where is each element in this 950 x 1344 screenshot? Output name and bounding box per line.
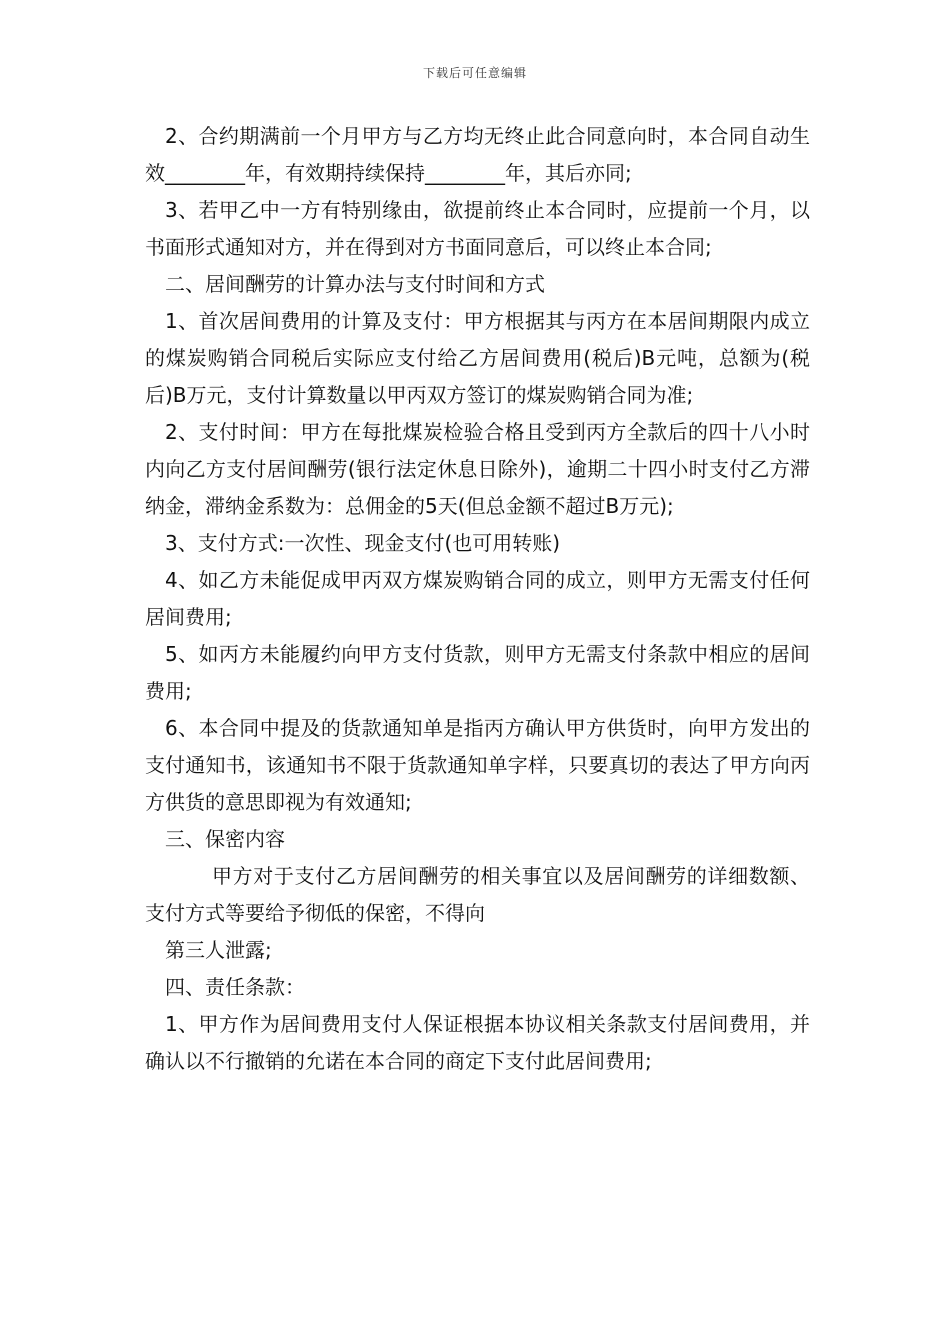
paragraph-no-payment: 5、如丙方未能履约向甲方支付货款，则甲方无需支付条款中相应的居间费用; [145,642,810,703]
paragraph-payment-time: 2、支付时间：甲方在每批煤炭检验合格且受到丙方全款后的四十八小时内向乙方支付居间酬劳(银行法定休息日除外)，逾期二十四小时支付乙方滞纳金，滞纳金系数为：总佣金的5天(但总金额不超过B万元); [145,420,810,518]
section-heading-confidentiality: 三、保密内容 [165,827,285,851]
document-body [145,118,810,1080]
paragraph-liability-1: 1、甲方作为居间费用支付人保证根据本协议相关条款支付居间费用，并确认以不行撤销的允诺在本合同的商定下支付此居间费用; [145,1012,810,1073]
paragraph-no-contract: 4、如乙方未能促成甲丙双方煤炭购销合同的成立，则甲方无需支付任何居间费用; [145,568,810,629]
section-heading-liability: 四、责任条款： [165,975,305,999]
paragraph-confidentiality: 甲方对于支付乙方居间酬劳的相关事宜以及居间酬劳的详细数额、支付方式等要给予彻低的保密，不得向 [145,864,810,925]
paragraph-first-fee: 1、首次居间费用的计算及支付：甲方根据其与丙方在本居间期限内成立的煤炭购销合同税后实际应支付给乙方居间费用(税后)B元吨，总额为(税后)B万元，支付计算数量以甲丙双方签订的煤炭购销合同为准; [145,309,810,407]
paragraph-auto-renewal: 2、合约期满前一个月甲方与乙方均无终止此合同意向时，本合同自动生效________年，有效期持续保持________年，其后亦同; [145,124,810,185]
section-heading-fee-calculation: 二、居间酬劳的计算办法与支付时间和方式 [165,272,545,296]
paragraph-early-termination: 3、若甲乙中一方有特别缘由，欲提前终止本合同时，应提前一个月，以书面形式通知对方，并在得到对方书面同意后，可以终止本合同; [145,198,810,259]
page-header-watermark: 下载后可任意编辑 [422,66,527,80]
paragraph-payment-method: 3、支付方式:一次性、现金支付(也可用转账) [165,531,561,555]
paragraph-payment-notice: 6、本合同中提及的货款通知单是指丙方确认甲方供货时，向甲方发出的支付通知书，该通知书不限于货款通知单字样，只要真切的表达了甲方向丙方供货的意思即视为有效通知; [145,716,810,814]
paragraph-confidentiality-cont: 第三人泄露; [165,938,272,962]
